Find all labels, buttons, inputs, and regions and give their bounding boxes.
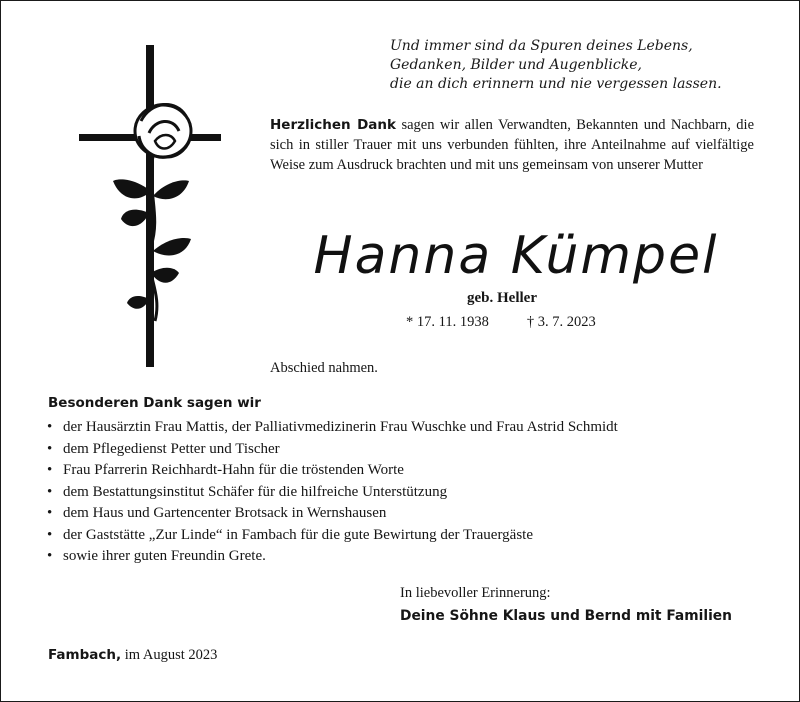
list-item-text: der Gaststätte „Zur Linde“ in Fambach für die gute Bewirtung der Trauergäste — [63, 526, 534, 543]
list-item — [47, 546, 618, 568]
list-item-text: dem Haus und Gartencenter Brotsack in Wernshausen — [63, 505, 387, 521]
poem-line: Gedanken, Bilder und Augenblicke, — [390, 57, 642, 73]
signature: Deine Söhne Klaus und Bernd mit Familien — [400, 608, 732, 624]
maiden-name: geb. Heller — [467, 290, 537, 306]
bullet: • — [47, 440, 53, 457]
thanks-text: sagen wir allen Verwandten, Bekannten und Nachbarn, die sich in stiller Trauer mit uns verbunden fühlten, ihre Anteilnahme auf vielfältige Weise zum Ausdruck brachten und mit uns gemeinsam von unserer Mutter — [270, 117, 755, 173]
place-date — [48, 647, 217, 664]
poem-line: Und immer sind da Spuren deines Lebens, — [390, 38, 693, 54]
place: Fambach, — [48, 647, 122, 663]
poem-line: die an dich erinnern und nie vergessen lassen. — [390, 76, 722, 92]
memory-line: In liebevoller Erinnerung: — [400, 585, 551, 601]
list-item — [47, 482, 618, 504]
bullet: • — [47, 526, 53, 543]
thanks-lead: Herzlichen Dank — [270, 117, 397, 133]
cross-with-rose-icon — [71, 41, 236, 371]
poem — [390, 37, 770, 94]
list-item-text: dem Pflegedienst Petter und Tischer — [63, 440, 280, 457]
thanks-paragraph — [270, 115, 754, 175]
farewell-text: Abschied nahmen. — [270, 360, 378, 376]
list-item — [47, 503, 618, 525]
special-thanks-list — [47, 417, 618, 568]
life-dates — [406, 314, 596, 331]
list-item-text: Frau Pfarrerin Reichhardt-Hahn für die tröstenden Worte — [63, 462, 404, 478]
bullet: • — [47, 462, 53, 478]
bullet: • — [47, 483, 53, 500]
bullet: • — [47, 505, 53, 521]
list-item — [47, 439, 618, 461]
list-item — [47, 417, 618, 439]
birth-date: * 17. 11. 1938 — [406, 314, 489, 330]
list-item-text: der Hausärztin Frau Mattis, der Palliativmedizinerin Frau Wuschke und Frau Astrid Schmidt — [63, 419, 618, 435]
deceased-name: Hanna Kümpel — [313, 226, 719, 286]
special-thanks-heading: Besonderen Dank sagen wir — [48, 395, 261, 411]
death-date: † 3. 7. 2023 — [526, 314, 596, 330]
bullet: • — [47, 548, 53, 564]
list-item-text: sowie ihrer guten Freundin Grete. — [63, 548, 266, 564]
list-item — [47, 460, 618, 482]
list-item-text: dem Bestattungsinstitut Schäfer für die hilfreiche Unterstützung — [63, 483, 448, 500]
list-item — [47, 525, 618, 547]
bullet: • — [47, 419, 53, 435]
date: im August 2023 — [124, 647, 218, 663]
